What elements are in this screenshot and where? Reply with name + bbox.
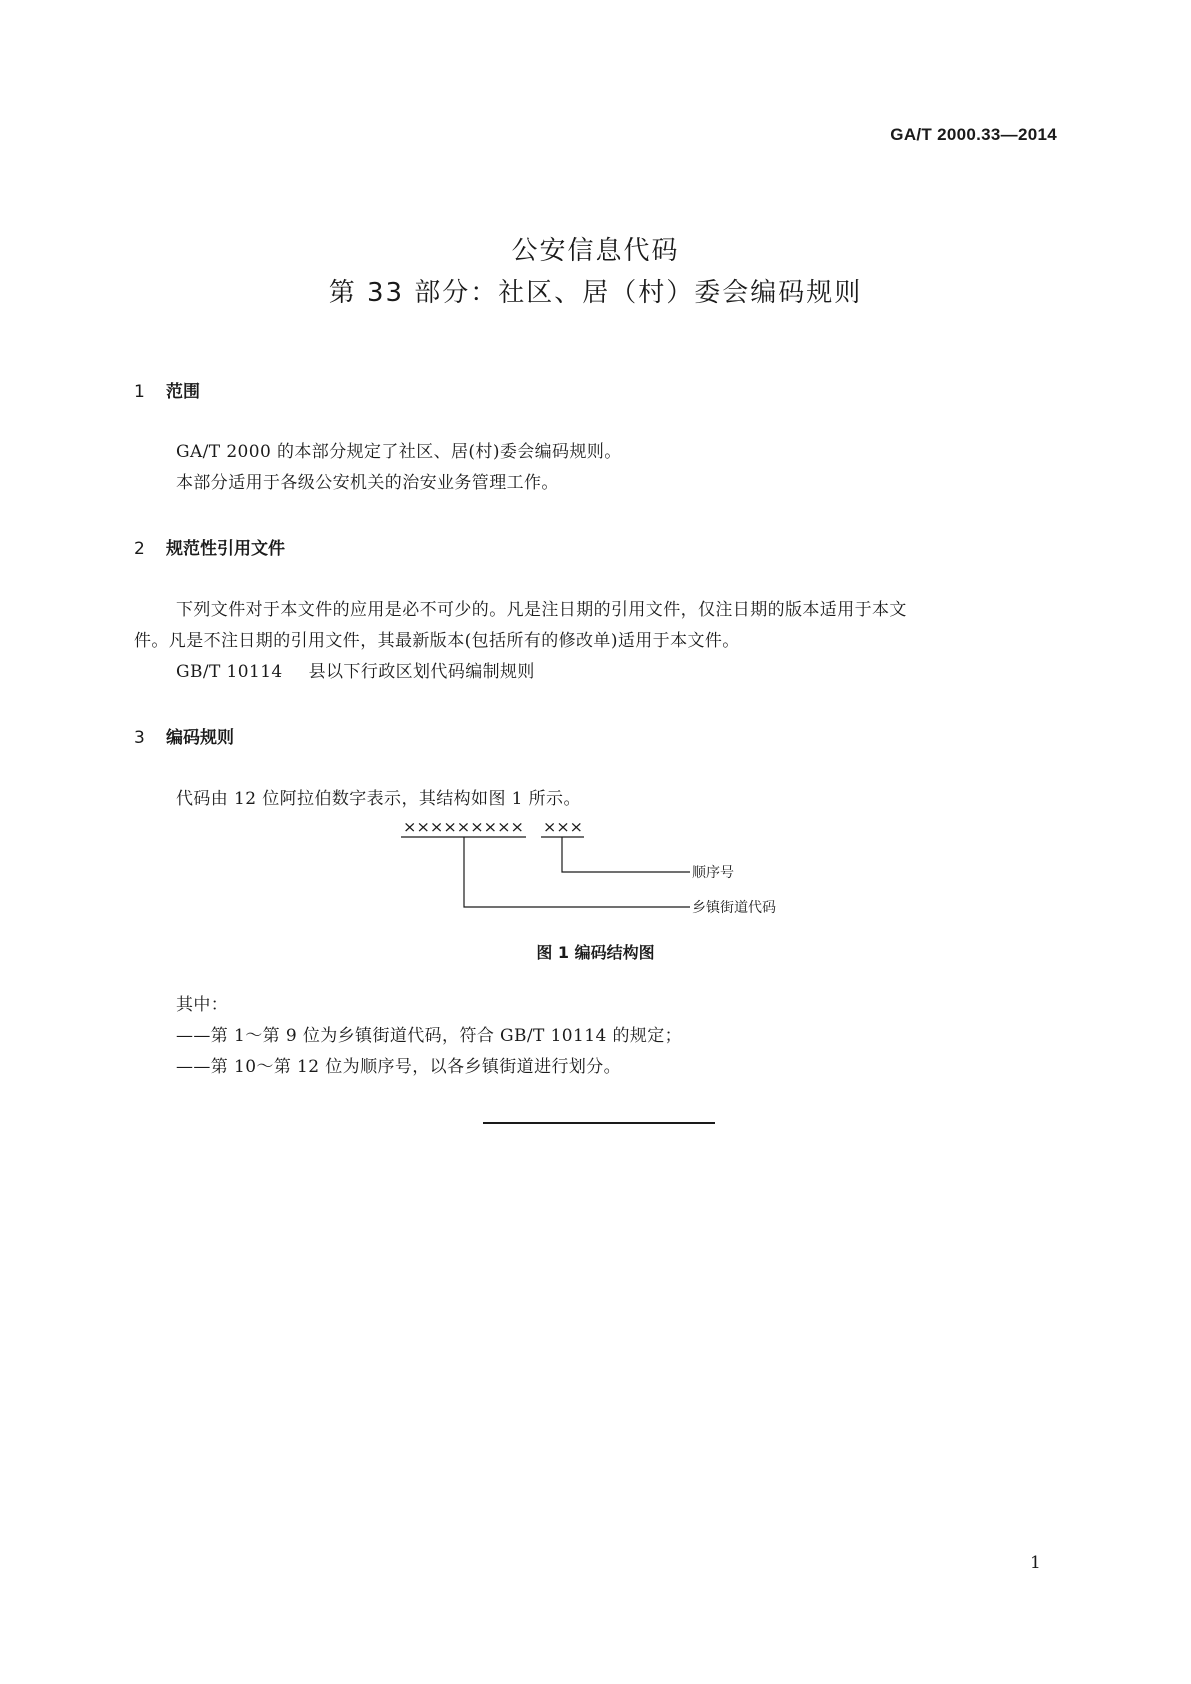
section-heading-scope bbox=[134, 377, 200, 402]
note-item: ——第 10～第 12 位为顺序号，以各乡镇街道进行划分。 bbox=[176, 1057, 622, 1077]
township-leader-line bbox=[464, 837, 690, 907]
sequence-leader-line bbox=[562, 837, 690, 872]
paragraph: GA/T 2000 的本部分规定了社区、居(村)委会编码规则。 bbox=[176, 442, 622, 462]
label-sequence-number: 顺序号 bbox=[692, 865, 734, 881]
section-number: 1 bbox=[134, 382, 145, 402]
label-township-code: 乡镇街道代码 bbox=[692, 900, 776, 916]
end-divider bbox=[483, 1122, 715, 1124]
section-number: 2 bbox=[134, 539, 145, 559]
paragraph: 本部分适用于各级公安机关的治安业务管理工作。 bbox=[176, 473, 559, 493]
page-number: 1 bbox=[1030, 1553, 1041, 1573]
document-subtitle: 第 33 部分：社区、居（村）委会编码规则 bbox=[328, 278, 863, 308]
sequence-code-digits: ××× bbox=[543, 818, 583, 836]
reference-title: 县以下行政区划代码编制规则 bbox=[308, 662, 535, 682]
reference-entry bbox=[176, 657, 535, 682]
section-number: 3 bbox=[134, 728, 145, 748]
section-heading-references bbox=[134, 534, 285, 559]
paragraph: 代码由 12 位阿拉伯数字表示，其结构如图 1 所示。 bbox=[176, 789, 581, 809]
document-title: 公安信息代码 bbox=[511, 236, 680, 266]
figure-caption: 图 1 编码结构图 bbox=[536, 943, 655, 962]
notes-intro: 其中： bbox=[176, 995, 229, 1015]
township-code-digits: ××××××××× bbox=[403, 818, 524, 836]
paragraph: 件。凡是不注日期的引用文件，其最新版本(包括所有的修改单)适用于本文件。 bbox=[134, 631, 740, 651]
reference-code: GB/T 10114 bbox=[176, 662, 283, 682]
section-title: 范围 bbox=[166, 382, 200, 402]
section-heading-coding-rules bbox=[134, 723, 234, 748]
note-item: ——第 1～第 9 位为乡镇街道代码，符合 GB/T 10114 的规定； bbox=[176, 1026, 683, 1046]
section-title: 规范性引用文件 bbox=[166, 539, 285, 559]
standard-number: GA/T 2000.33—2014 bbox=[890, 125, 1057, 144]
section-title: 编码规则 bbox=[166, 728, 234, 748]
paragraph: 下列文件对于本文件的应用是必不可少的。凡是注日期的引用文件，仅注日期的版本适用于本文 bbox=[176, 600, 907, 620]
